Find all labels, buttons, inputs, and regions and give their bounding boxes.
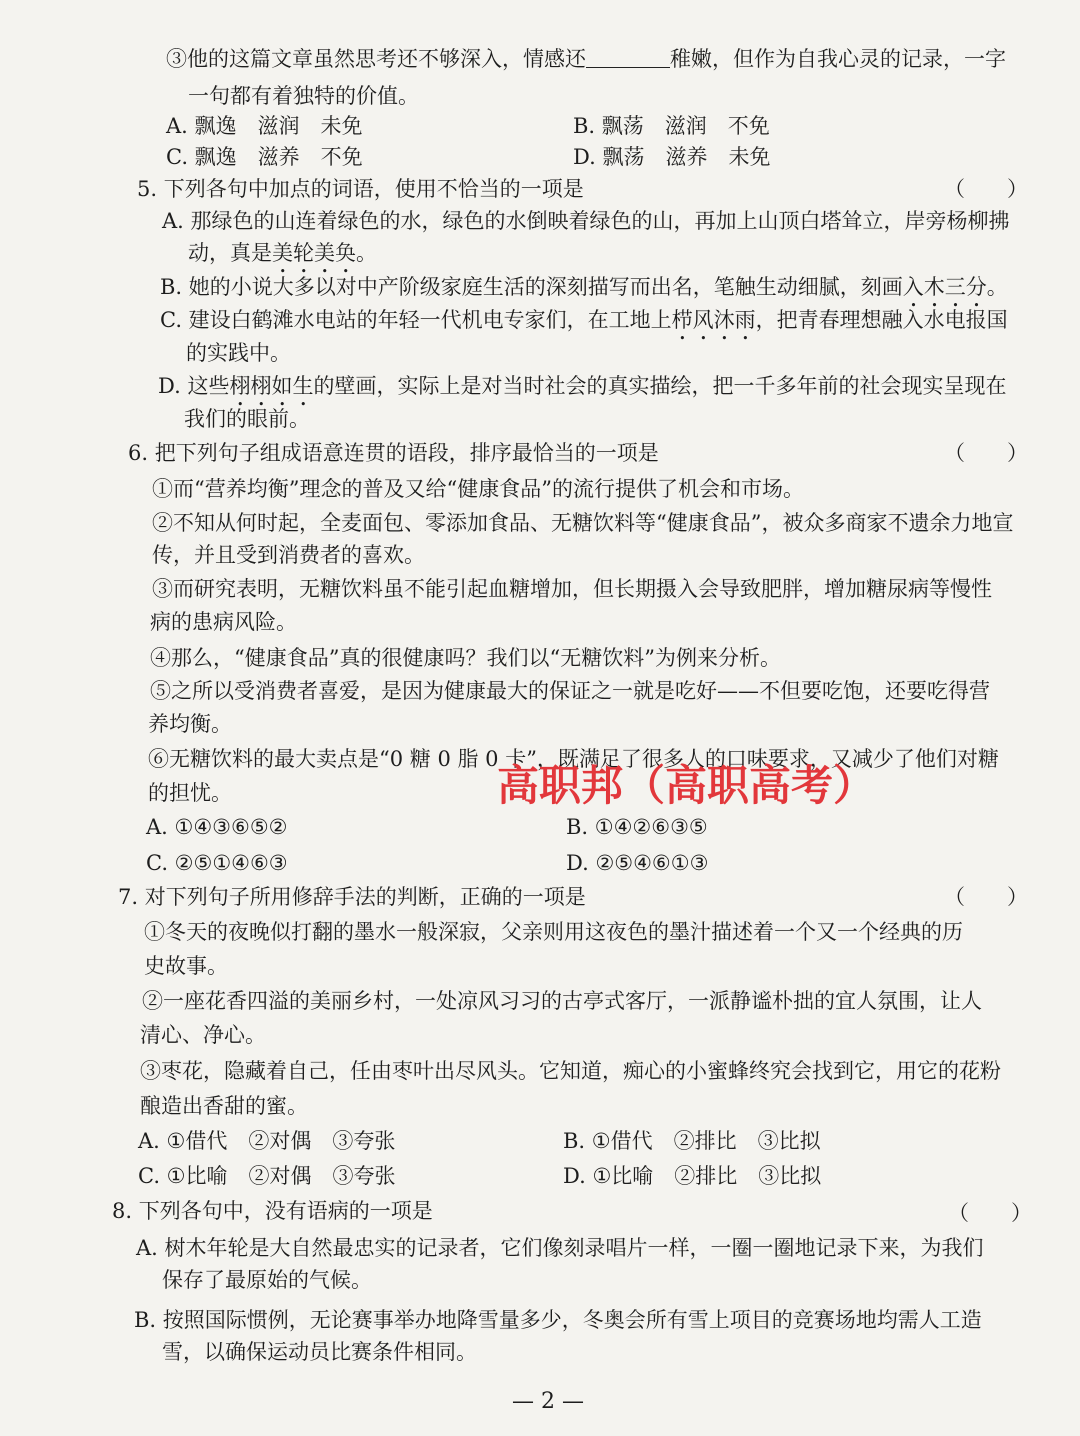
- q5-c-text: C. 建设白鹤滩水电站的年轻一代机电专家们，在工地上: [160, 308, 672, 332]
- q4-option-c: C. 飘逸 滋养 不免: [166, 145, 363, 169]
- q5-c-dotted-word: 栉风沐雨: [671, 308, 756, 332]
- q5-answer-paren: （ ）: [944, 177, 1028, 201]
- q6-sentence-5-line1: ⑤之所以受消费者喜爱，是因为健康最大的保证之一就是吃好——不但要吃饱，还要吃得营: [150, 679, 990, 703]
- q6-option-d: D. ②⑤④⑥①③: [566, 851, 709, 875]
- q4-s3-part1: ③他的这篇文章虽然思考还不够深入，情感还: [166, 47, 586, 71]
- q7-option-a: A. ①借代 ②对偶 ③夸张: [138, 1129, 396, 1153]
- q4-option-b: B. 飘荡 滋润 不免: [573, 114, 770, 138]
- q8-answer-paren: （ ）: [948, 1201, 1032, 1225]
- q6-sentence-3-line1: ③而研究表明，无糖饮料虽不能引起血糖增加，但长期摄入会导致肥胖，增加糖尿病等慢性: [152, 577, 992, 601]
- q5-a-text: 动，真是: [188, 241, 272, 265]
- q7-sentence-3-line2: 酿造出香甜的蜜。: [140, 1094, 308, 1118]
- q4-option-a: A. 飘逸 滋润 未免: [166, 114, 363, 138]
- q7-option-d: D. ①比喻 ②排比 ③比拟: [563, 1164, 822, 1188]
- q5-option-a-line1: A. 那绿色的山连着绿色的水，绿色的水倒映着绿色的山，再加上山顶白塔耸立，岸旁杨柳拂: [162, 209, 1010, 233]
- q8-option-a-line1: A. 树木年轮是大自然最忠实的记录者，它们像刻录唱片一样，一圈一圈地记录下来，为我们: [136, 1236, 984, 1260]
- q7-sentence-3-line1: ③枣花，隐藏着自己，任由枣叶出尽风头。它知道，痴心的小蜜蜂终究会找到它，用它的花粉: [140, 1059, 1001, 1083]
- q5-option-c-line2: 的实践中。: [186, 341, 291, 365]
- q5-option-a-line2: [188, 240, 377, 278]
- q8-stem: 8. 下列各句中，没有语病的一项是: [112, 1199, 433, 1223]
- q4-s3-part2: 稚嫩，但作为自我心灵的记录，一字: [670, 47, 1006, 71]
- answer-blank: [586, 49, 670, 68]
- q7-stem: 7. 对下列句子所用修辞手法的判断，正确的一项是: [118, 885, 586, 909]
- q7-sentence-1-line2: 史故事。: [144, 954, 228, 978]
- q4-sentence-3-cont: 一句都有着独特的价值。: [188, 84, 419, 108]
- q5-c-end: ，把青春理想融入水电报国: [755, 308, 1008, 332]
- q6-sentence-6-line1: ⑥无糖饮料的最大卖点是“0 糖 0 脂 0 卡”，既满足了很多人的口味要求，又减少了他们对糖: [148, 747, 999, 771]
- q6-sentence-5-line2: 养均衡。: [148, 712, 232, 736]
- q6-option-a: A. ①④③⑥⑤②: [146, 815, 288, 839]
- q4-sentence-3: [166, 46, 1006, 72]
- q6-sentence-4: ④那么，“健康食品”真的很健康吗？我们以“无糖饮料”为例来分析。: [150, 646, 781, 670]
- q8-option-a-line2: 保存了最原始的气候。: [162, 1268, 372, 1292]
- q5-option-d-line2: 我们的眼前。: [184, 407, 310, 431]
- q6-answer-paren: （ ）: [944, 441, 1028, 465]
- q8-option-b-line1: B. 按照国际惯例，无论赛事举办地降雪量多少，冬奥会所有雪上项目的竞赛场地均需人工造: [134, 1308, 982, 1332]
- q5-d-dotted-word: 栩栩如生: [229, 374, 314, 398]
- q6-option-b: B. ①④②⑥③⑤: [566, 815, 708, 839]
- q6-sentence-3-line2: 病的患病风险。: [150, 610, 297, 634]
- q5-b-end: 。: [986, 275, 1008, 299]
- q5-d-end: 的壁画，实际上是对当时社会的真实描绘，把一千多年前的社会现实呈现在: [313, 374, 1007, 398]
- q5-a-end: 。: [356, 241, 377, 265]
- q4-option-d: D. 飘荡 滋养 未免: [573, 145, 771, 169]
- q5-d-text: D. 这些: [158, 374, 230, 398]
- q6-sentence-1: ①而“营养均衡”理念的普及又给“健康食品”的流行提供了机会和市场。: [152, 477, 804, 501]
- q7-sentence-2-line2: 清心、净心。: [140, 1023, 266, 1047]
- q6-sentence-2-line1: ②不知从何时起，全麦面包、零添加食品、无糖饮料等“健康食品”，被众多商家不遗余力地宣: [152, 511, 1014, 535]
- q7-sentence-1-line1: ①冬天的夜晚似打翻的墨水一般深寂，父亲则用这夜色的墨汁描述着一个又一个经典的历: [144, 920, 963, 944]
- page-number: — 2 —: [512, 1389, 584, 1414]
- q6-sentence-6-line2: 的担忧。: [148, 781, 232, 805]
- watermark-text: 高职邦（高职高考）: [497, 761, 876, 810]
- q5-b-text: B. 她的小说大多以对中产阶级家庭生活的深刻描写而出名，笔触生动细腻，刻画: [160, 275, 903, 299]
- q6-stem: 6. 把下列句子组成语意连贯的语段，排序最恰当的一项是: [128, 441, 659, 465]
- q7-option-b: B. ①借代 ②排比 ③比拟: [563, 1129, 821, 1153]
- q5-b-dotted-word: 入木三分: [902, 275, 987, 299]
- q5-stem: 5. 下列各句中加点的词语，使用不恰当的一项是: [137, 177, 584, 201]
- q6-sentence-2-line2: 传，并且受到消费者的喜欢。: [152, 543, 425, 567]
- q7-option-c: C. ①比喻 ②对偶 ③夸张: [138, 1164, 396, 1188]
- q7-sentence-2-line1: ②一座花香四溢的美丽乡村，一处凉风习习的古亭式客厅，一派静谧朴拙的宜人氛围，让人: [142, 989, 982, 1013]
- q5-a-dotted-word: 美轮美奂: [272, 241, 356, 265]
- q6-option-c: C. ②⑤①④⑥③: [146, 851, 288, 875]
- q8-option-b-line2: 雪，以确保运动员比赛条件相同。: [162, 1340, 477, 1364]
- q7-answer-paren: （ ）: [944, 885, 1028, 909]
